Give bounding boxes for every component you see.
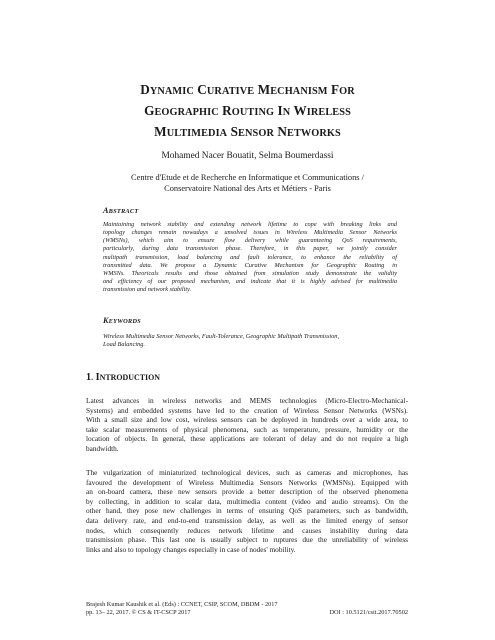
footer-pages: pp. 13– 22, 2017. © CS & IT-CSCP 2017 <box>86 609 191 617</box>
abstract-line: topology changes remain nowadays a unsolved issues in Wireless Multimedia Sensor Networks <box>103 229 397 237</box>
abstract-line: Maintaining network stability and extending network lifetime to cope with breaking links and <box>103 221 397 228</box>
body-line: by collecting, in addition to scalar data, multimedia content (video and audio streams). On the <box>86 496 408 506</box>
keywords-line: Wireless Multimedia Sensor Networks, Fault-Tolerance, Geographic Multipath Transmission, <box>103 333 340 340</box>
paper-title <box>60 80 435 143</box>
body-line: With a small size and low cost, wireless sensors can be deployed in hundreds over a wide area, to <box>86 415 408 425</box>
body-line: favoured the development of Wireless Multimedia Sensors Networks (WMSNs). Equipped with <box>86 477 408 487</box>
title-line: GEOGRAPHIC ROUTING IN WIRELESS <box>144 103 351 118</box>
body-line: links and also to topology changes especially in case of nodes' mobility. <box>86 544 296 554</box>
body-line: an on-board camera, these new sensors provide a better description of the observed phenomena <box>86 487 408 497</box>
body-line: data delivery rate, and end-to-end transmission delay, as well as the limited energy of sensor <box>86 515 408 525</box>
footer-editors: Brajesh Kumar Kaushik et al. (Eds) : CCNET, CSIP, SCOM, DBDM - 2017 <box>86 601 278 608</box>
affiliation-line: Conservatoire National des Arts et Métiers - Paris <box>164 184 331 193</box>
affiliation-line: Centre d'Etude et de Recherche en Informatique et Communications / <box>131 173 364 182</box>
keywords-body <box>103 333 397 349</box>
introduction-heading: 1. INTRODUCTION <box>86 372 161 383</box>
body-line: location of objects. In general, these applications are tolerant of delay and do not require a high <box>86 434 408 444</box>
body-line: The vulgarization of miniaturized technological devices, such as cameras and microphones, has <box>86 468 408 477</box>
introduction-paragraph-1 <box>86 396 408 454</box>
abstract-heading: ABSTRACT <box>103 206 139 215</box>
abstract-line: (WMSNs), which aim to ensure flow delivery while guaranteeing QoS requirements, <box>103 237 397 245</box>
abstract-line: transmission and network stability. <box>103 286 192 294</box>
abstract-line: and efficiency of our proposed mechanism, and indicate that it is highly advised for multimedia <box>103 278 397 286</box>
abstract-line: WMSNs. Theoricals results and those obtained from simulation study demonstrate the validity <box>103 269 397 277</box>
footer-citation-row <box>86 609 408 617</box>
keywords-heading: KEYWORDS <box>103 316 141 325</box>
body-line: take scalar measurements of physical phenomena, such as temperature, pressure, humidity or the <box>86 424 408 434</box>
body-line: nodes, which consequently reduces network lifetime and causes instability during data <box>86 525 408 535</box>
abstract-line: particularly, during data transmission phase. Therefore, in this paper, we jointly consider <box>103 245 397 253</box>
abstract-line: multipath transmission, load balancing and fault tolerance, to enhance the reliability of <box>103 253 397 261</box>
title-line: DYNAMIC CURATIVE MECHANISM FOR <box>140 82 355 97</box>
title-line: MULTIMEDIA SENSOR NETWORKS <box>154 124 341 139</box>
abstract-body <box>103 221 397 294</box>
body-line: Systems) and embedded systems have led to the creation of Wireless Sensor Networks (WSNs). <box>86 405 408 415</box>
authors: Mohamed Nacer Bouatit, Selma Boumerdassi <box>161 151 334 161</box>
body-line: transmission phase. This last one is usually subject to ruptures due the unreliability of wireless <box>86 535 408 545</box>
abstract-line: transmitted data. We propose a Dynamic Curative Mechanism for Geographic Routing in <box>103 261 397 269</box>
footer-doi: DOI : 10.5121/csit.2017.70502 <box>329 609 408 617</box>
page-footer <box>86 601 408 617</box>
body-line: other hand, they pose new challenges in terms of ensuring QoS parameters, such as bandwidth, <box>86 506 408 516</box>
body-line: bandwidth. <box>86 443 119 453</box>
keywords-line: Load Balancing. <box>103 341 145 349</box>
affiliation <box>40 172 455 194</box>
introduction-paragraph-2 <box>86 468 408 554</box>
body-line: Latest advances in wireless networks and MEMS technologies (Micro-Electro-Mechanical- <box>86 396 408 405</box>
